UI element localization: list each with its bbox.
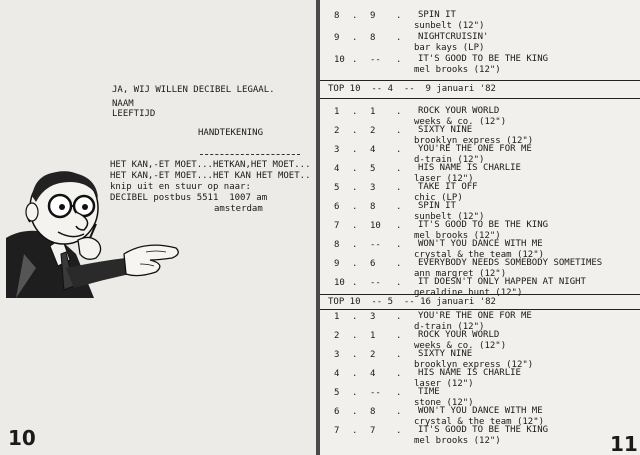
- previous-position: 8: [370, 33, 376, 43]
- chart-position: 8: [334, 11, 340, 21]
- chart-position: 5: [334, 183, 340, 193]
- song-artist: brooklyn express (12"): [414, 360, 534, 370]
- separator-dot: .: [396, 145, 402, 155]
- separator-dot: .: [352, 126, 358, 136]
- song-title: HIS NAME IS CHARLIE: [418, 368, 521, 378]
- chart-position: 5: [334, 388, 340, 398]
- song-title: IT'S GOOD TO BE THE KING: [418, 425, 549, 435]
- name-label: NAAM: [112, 99, 134, 109]
- song-artist: chic (LP): [414, 193, 463, 203]
- separator-dot: .: [396, 183, 402, 193]
- separator-dot: .: [396, 388, 402, 398]
- previous-position: 6: [370, 259, 376, 269]
- previous-position: --: [370, 278, 381, 288]
- chart-position: 8: [334, 240, 340, 250]
- separator-dot: .: [352, 407, 358, 417]
- song-title: NIGHTCRUISIN': [418, 32, 489, 42]
- song-title: EVERYBODY NEEDS SOMEBODY SOMETIMES: [418, 258, 603, 268]
- song-title: SIXTY NINE: [418, 349, 473, 359]
- chart-entry: [320, 425, 640, 447]
- separator-dot: .: [352, 164, 358, 174]
- chart-position: 4: [334, 369, 340, 379]
- slogan-line-2: HET KAN,-ET MOET...HET KAN HET MOET..: [110, 171, 311, 181]
- separator-dot: .: [352, 145, 358, 155]
- song-artist: stone (12"): [414, 398, 474, 408]
- song-artist: crystal & the team (12"): [414, 417, 545, 427]
- previous-position: 1: [370, 107, 376, 117]
- separator-dot: .: [396, 350, 402, 360]
- slogan-line-1: HET KAN,-ET MOET...HETKAN,HET MOET...: [110, 160, 311, 170]
- song-title: WON'T YOU DANCE WITH ME: [418, 239, 543, 249]
- separator-dot: .: [396, 126, 402, 136]
- song-artist: mel brooks (12"): [414, 436, 501, 446]
- song-artist: sunbelt (12"): [414, 21, 485, 31]
- song-title: IT'S GOOD TO BE THE KING: [418, 220, 549, 230]
- form-title: JA, WIJ WILLEN DECIBEL LEGAAL.: [112, 85, 275, 95]
- song-title: SIXTY NINE: [418, 125, 473, 135]
- postal-city: amsterdam: [214, 204, 263, 214]
- song-title: SPIN IT: [418, 201, 456, 211]
- chart-5-header: TOP 10 -- 5 -- 16 januari '82: [328, 297, 496, 307]
- chart-position: 1: [334, 312, 340, 322]
- chart-entry: [320, 277, 640, 299]
- previous-position: 9: [370, 11, 376, 21]
- song-artist: ann margret (12"): [414, 269, 507, 279]
- song-title: YOU'RE THE ONE FOR ME: [418, 311, 532, 321]
- previous-position: --: [370, 388, 381, 398]
- song-artist: crystal & the team (12"): [414, 250, 545, 260]
- song-title: TIME: [418, 387, 440, 397]
- chart-position: 6: [334, 407, 340, 417]
- chart-position: 6: [334, 202, 340, 212]
- separator-dot: .: [396, 202, 402, 212]
- separator-dot: .: [396, 221, 402, 231]
- song-artist: bar kays (LP): [414, 43, 485, 53]
- song-title: YOU'RE THE ONE FOR ME: [418, 144, 532, 154]
- separator-dot: .: [396, 11, 402, 21]
- chart-position: 3: [334, 145, 340, 155]
- previous-position: --: [370, 55, 381, 65]
- separator-dot: .: [352, 55, 358, 65]
- song-artist: d-train (12"): [414, 322, 485, 332]
- separator-dot: .: [352, 350, 358, 360]
- song-title: IT DOESN'T ONLY HAPPEN AT NIGHT: [418, 277, 586, 287]
- previous-position: 2: [370, 350, 376, 360]
- left-page: [0, 0, 316, 455]
- chart-4-top-rule: [320, 80, 640, 81]
- previous-position: 2: [370, 126, 376, 136]
- previous-position: --: [370, 240, 381, 250]
- separator-dot: .: [396, 426, 402, 436]
- song-artist: brooklyn express (12"): [414, 136, 534, 146]
- song-artist: laser (12"): [414, 379, 474, 389]
- separator-dot: .: [352, 183, 358, 193]
- separator-dot: .: [396, 107, 402, 117]
- postal-address: DECIBEL postbus 5511 1007 am: [110, 193, 268, 203]
- chart-position: 10: [334, 55, 345, 65]
- song-title: ROCK YOUR WORLD: [418, 330, 500, 340]
- age-label: LEEFTIJD: [112, 109, 156, 119]
- separator-dot: .: [352, 331, 358, 341]
- separator-dot: .: [396, 55, 402, 65]
- cartoon-man-illustration: [6, 168, 181, 298]
- separator-dot: .: [352, 221, 358, 231]
- cut-out-instruction: knip uit en stuur op naar:: [110, 182, 251, 192]
- page-number-left: 10: [8, 426, 36, 450]
- chart-position: 2: [334, 126, 340, 136]
- separator-dot: .: [396, 369, 402, 379]
- song-artist: sunbelt (12"): [414, 212, 485, 222]
- chart-position: 3: [334, 350, 340, 360]
- chart-position: 9: [334, 33, 340, 43]
- previous-position: 4: [370, 369, 376, 379]
- separator-dot: .: [352, 312, 358, 322]
- separator-dot: .: [352, 388, 358, 398]
- separator-dot: .: [352, 259, 358, 269]
- chart-5-top-rule: [320, 294, 640, 295]
- previous-position: 1: [370, 331, 376, 341]
- right-page: [320, 0, 640, 455]
- previous-position: 4: [370, 145, 376, 155]
- song-artist: geraldine hunt (12"): [414, 288, 523, 298]
- separator-dot: .: [396, 240, 402, 250]
- chart-position: 1: [334, 107, 340, 117]
- separator-dot: .: [396, 259, 402, 269]
- song-artist: d-train (12"): [414, 155, 485, 165]
- page-number-right: 11: [610, 432, 638, 455]
- chart-position: 7: [334, 426, 340, 436]
- song-title: WON'T YOU DANCE WITH ME: [418, 406, 543, 416]
- chart-entry: [320, 54, 640, 76]
- separator-dot: .: [352, 240, 358, 250]
- chart-4-header-rule: [320, 98, 640, 99]
- chart-position: 9: [334, 259, 340, 269]
- separator-dot: .: [396, 164, 402, 174]
- separator-dot: .: [352, 278, 358, 288]
- separator-dot: .: [396, 33, 402, 43]
- separator-dot: .: [396, 312, 402, 322]
- previous-position: 3: [370, 312, 376, 322]
- song-artist: laser (12"): [414, 174, 474, 184]
- song-title: IT'S GOOD TO BE THE KING: [418, 54, 549, 64]
- chart-position: 10: [334, 278, 345, 288]
- song-artist: weeks & co. (12"): [414, 341, 507, 351]
- chart-5-header-rule: [320, 309, 640, 310]
- separator-dot: .: [396, 407, 402, 417]
- separator-dot: .: [352, 202, 358, 212]
- previous-position: 8: [370, 407, 376, 417]
- previous-position: 3: [370, 183, 376, 193]
- song-title: HIS NAME IS CHARLIE: [418, 163, 521, 173]
- song-artist: mel brooks (12"): [414, 65, 501, 75]
- previous-position: 8: [370, 202, 376, 212]
- separator-dot: .: [352, 33, 358, 43]
- separator-dot: .: [352, 369, 358, 379]
- chart-entry: [320, 10, 640, 32]
- song-title: SPIN IT: [418, 10, 456, 20]
- separator-dot: .: [352, 11, 358, 21]
- song-artist: mel brooks (12"): [414, 231, 501, 241]
- song-artist: weeks & co. (12"): [414, 117, 507, 127]
- separator-dot: .: [352, 107, 358, 117]
- chart-position: 7: [334, 221, 340, 231]
- previous-position: 7: [370, 426, 376, 436]
- chart-position: 2: [334, 331, 340, 341]
- signature-line: [200, 154, 300, 155]
- signature-label: HANDTEKENING: [198, 128, 264, 138]
- chart-position: 4: [334, 164, 340, 174]
- previous-position: 5: [370, 164, 376, 174]
- song-title: TAKE IT OFF: [418, 182, 478, 192]
- song-title: ROCK YOUR WORLD: [418, 106, 500, 116]
- chart-4-header: TOP 10 -- 4 -- 9 januari '82: [328, 84, 496, 94]
- separator-dot: .: [352, 426, 358, 436]
- separator-dot: .: [396, 278, 402, 288]
- chart-entry: [320, 32, 640, 54]
- separator-dot: .: [396, 331, 402, 341]
- previous-position: 10: [370, 221, 381, 231]
